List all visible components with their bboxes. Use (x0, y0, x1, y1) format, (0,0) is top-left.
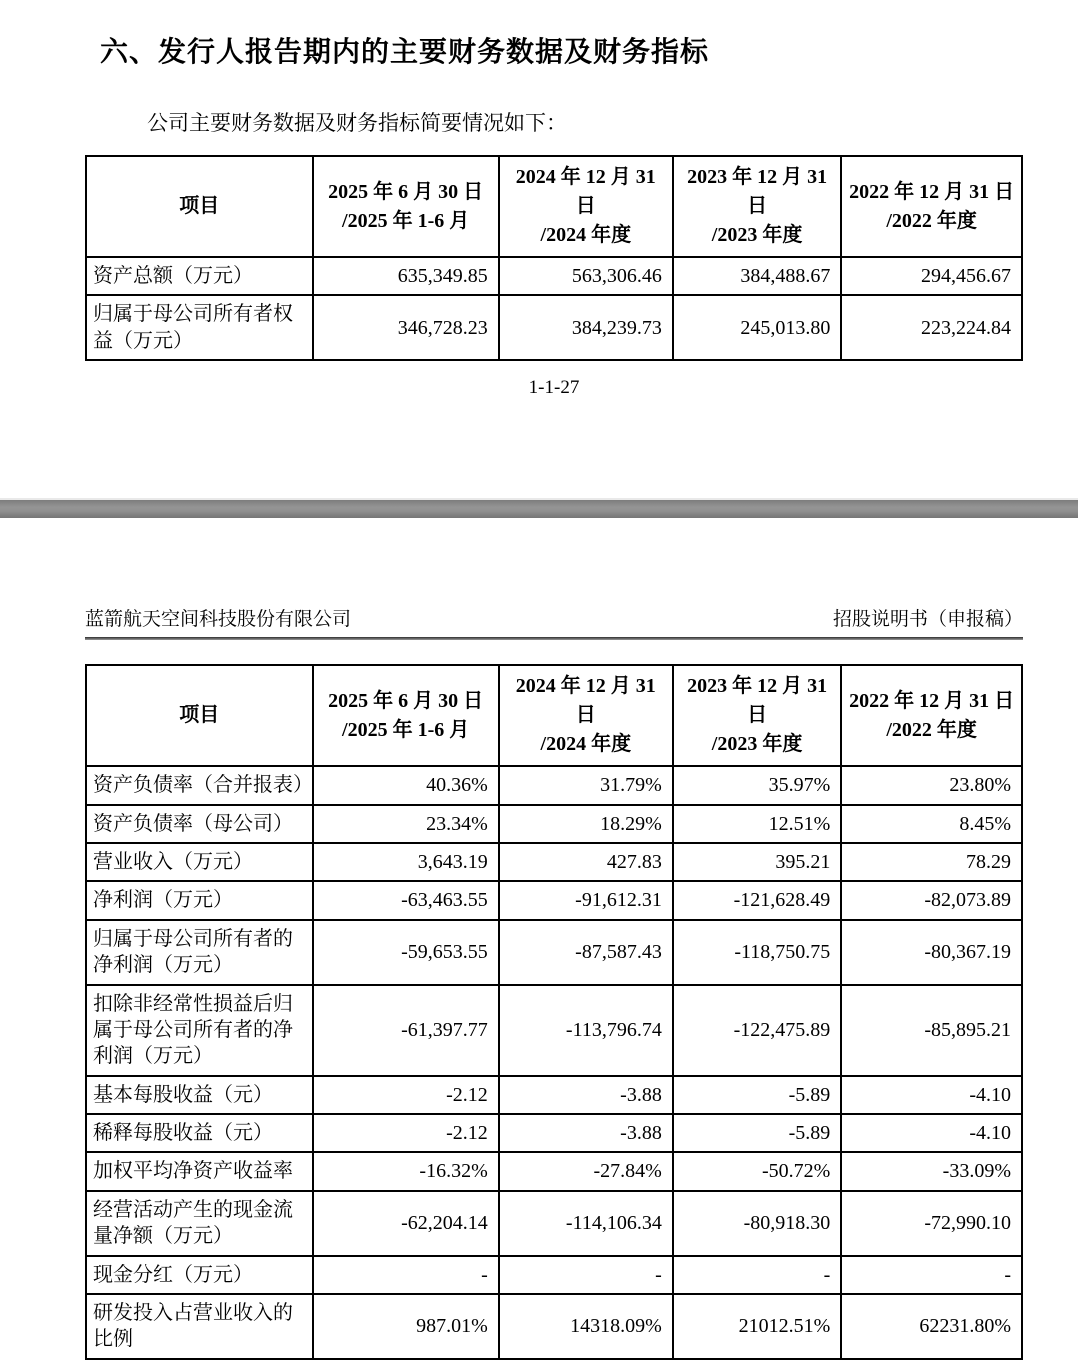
page-number: 1-1-27 (528, 377, 580, 399)
cell-value: -82,073.89 (841, 881, 1022, 919)
row-label: 资产负债率（母公司） (86, 805, 313, 843)
table-row (86, 766, 1022, 804)
company-name: 蓝箭航天空间科技股份有限公司 (85, 609, 352, 631)
row-label: 营业收入（万元） (86, 843, 313, 881)
table-row (86, 1114, 1022, 1152)
cell-value: -50.72% (673, 1152, 841, 1190)
table-row (86, 1191, 1022, 1256)
prospectus-label: 招股说明书（申报稿） (832, 609, 1023, 631)
cell-value: - (673, 1256, 841, 1294)
row-label: 净利润（万元） (86, 881, 313, 919)
column-header: 2024 年 12 月 31 日 /2024 年度 (499, 665, 673, 766)
cell-value: 384,239.73 (499, 295, 673, 360)
running-header-rule (85, 637, 1023, 640)
row-label: 扣除非经常性损益后归属于母公司所有者的净利润（万元） (86, 985, 313, 1076)
row-label: 归属于母公司所有者权益（万元） (86, 295, 313, 360)
financial-summary-table-page1 (85, 155, 1023, 361)
cell-value: -72,990.10 (841, 1191, 1022, 1256)
cell-value: -16.32% (313, 1152, 499, 1190)
cell-value: 427.83 (499, 843, 673, 881)
column-header: 项目 (86, 665, 313, 766)
cell-value: 23.80% (841, 766, 1022, 804)
section-title: 六、发行人报告期内的主要财务数据及财务指标 (100, 36, 710, 67)
cell-value: -5.89 (673, 1114, 841, 1152)
table-row (86, 920, 1022, 985)
table-row (86, 1152, 1022, 1190)
cell-value: -3.88 (499, 1076, 673, 1114)
cell-value: 245,013.80 (673, 295, 841, 360)
table-row (86, 257, 1022, 295)
cell-value: -4.10 (841, 1114, 1022, 1152)
cell-value: 78.29 (841, 843, 1022, 881)
row-label: 加权平均净资产收益率 (86, 1152, 313, 1190)
row-label: 稀释每股收益（元） (86, 1114, 313, 1152)
cell-value: -59,653.55 (313, 920, 499, 985)
cell-value: 21012.51% (673, 1294, 841, 1359)
cell-value: -63,463.55 (313, 881, 499, 919)
cell-value: 987.01% (313, 1294, 499, 1359)
cell-value: -27.84% (499, 1152, 673, 1190)
header-row (86, 665, 1022, 766)
cell-value: -113,796.74 (499, 985, 673, 1076)
page-separator-bar (0, 498, 1078, 518)
table-row (86, 881, 1022, 919)
row-label: 资产负债率（合并报表） (86, 766, 313, 804)
row-label: 归属于母公司所有者的净利润（万元） (86, 920, 313, 985)
cell-value: -80,367.19 (841, 920, 1022, 985)
table-row (86, 843, 1022, 881)
cell-value: 35.97% (673, 766, 841, 804)
cell-value: 62231.80% (841, 1294, 1022, 1359)
cell-value: 395.21 (673, 843, 841, 881)
intro-text: 公司主要财务数据及财务指标简要情况如下： (147, 111, 567, 135)
row-label: 现金分红（万元） (86, 1256, 313, 1294)
cell-value: 384,488.67 (673, 257, 841, 295)
row-label: 经营活动产生的现金流量净额（万元） (86, 1191, 313, 1256)
cell-value: 23.34% (313, 805, 499, 843)
table-row (86, 295, 1022, 360)
cell-value: -121,628.49 (673, 881, 841, 919)
cell-value: -118,750.75 (673, 920, 841, 985)
cell-value: -61,397.77 (313, 985, 499, 1076)
cell-value: 223,224.84 (841, 295, 1022, 360)
financial-indicators-table-page2 (85, 664, 1023, 1360)
cell-value: 40.36% (313, 766, 499, 804)
cell-value: 31.79% (499, 766, 673, 804)
cell-value: -5.89 (673, 1076, 841, 1114)
table-row (86, 985, 1022, 1076)
cell-value: -2.12 (313, 1076, 499, 1114)
cell-value: -2.12 (313, 1114, 499, 1152)
row-label: 研发投入占营业收入的比例 (86, 1294, 313, 1359)
cell-value: -4.10 (841, 1076, 1022, 1114)
column-header: 2022 年 12 月 31 日 /2022 年度 (841, 156, 1022, 257)
column-header: 2025 年 6 月 30 日 /2025 年 1-6 月 (313, 156, 499, 257)
cell-value: -85,895.21 (841, 985, 1022, 1076)
row-label: 资产总额（万元） (86, 257, 313, 295)
column-header: 2023 年 12 月 31 日 /2023 年度 (673, 665, 841, 766)
cell-value: 14318.09% (499, 1294, 673, 1359)
table-row (86, 1294, 1022, 1359)
table-row (86, 1076, 1022, 1114)
table-row (86, 1256, 1022, 1294)
cell-value: 8.45% (841, 805, 1022, 843)
cell-value: -3.88 (499, 1114, 673, 1152)
cell-value: -87,587.43 (499, 920, 673, 985)
cell-value: 563,306.46 (499, 257, 673, 295)
cell-value: - (313, 1256, 499, 1294)
column-header: 2023 年 12 月 31 日 /2023 年度 (673, 156, 841, 257)
cell-value: -114,106.34 (499, 1191, 673, 1256)
column-header: 2024 年 12 月 31 日 /2024 年度 (499, 156, 673, 257)
running-header (85, 604, 1023, 631)
cell-value: -122,475.89 (673, 985, 841, 1076)
cell-value: 3,643.19 (313, 843, 499, 881)
row-label: 基本每股收益（元） (86, 1076, 313, 1114)
cell-value: - (841, 1256, 1022, 1294)
table-row (86, 805, 1022, 843)
cell-value: 12.51% (673, 805, 841, 843)
cell-value: 635,349.85 (313, 257, 499, 295)
cell-value: - (499, 1256, 673, 1294)
cell-value: 294,456.67 (841, 257, 1022, 295)
cell-value: -62,204.14 (313, 1191, 499, 1256)
column-header: 项目 (86, 156, 313, 257)
cell-value: -80,918.30 (673, 1191, 841, 1256)
column-header: 2025 年 6 月 30 日 /2025 年 1-6 月 (313, 665, 499, 766)
cell-value: -91,612.31 (499, 881, 673, 919)
cell-value: 18.29% (499, 805, 673, 843)
column-header: 2022 年 12 月 31 日 /2022 年度 (841, 665, 1022, 766)
cell-value: 346,728.23 (313, 295, 499, 360)
cell-value: -33.09% (841, 1152, 1022, 1190)
header-row (86, 156, 1022, 257)
